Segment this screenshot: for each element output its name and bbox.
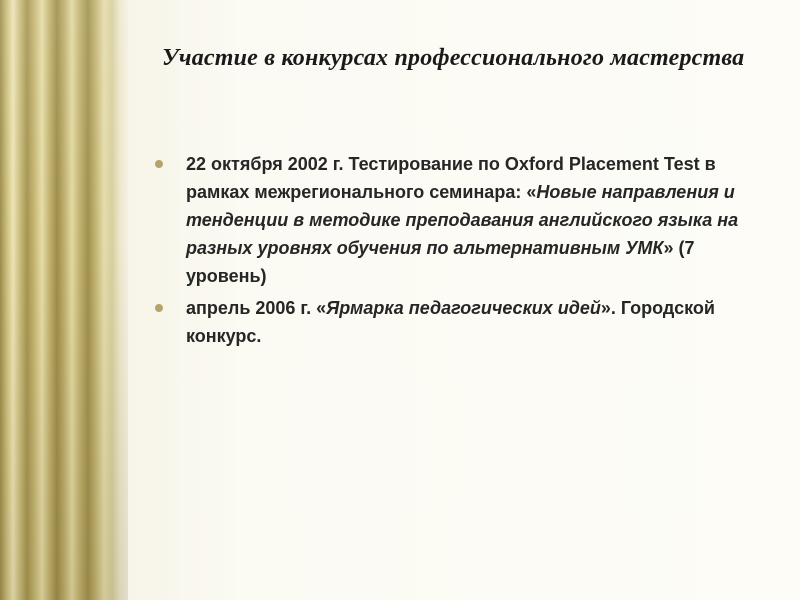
bullet-dot-icon	[155, 304, 163, 312]
list-item	[150, 150, 750, 290]
curtain-shade	[0, 0, 128, 600]
bullet-dot-icon	[155, 160, 163, 168]
bullet-text-italic: Ярмарка педагогических идей	[326, 298, 601, 318]
list-item	[150, 294, 750, 350]
slide-title: Участие в конкурсах профессионального мастерства	[162, 45, 745, 71]
bullet-text: ». Городской конкурс.	[186, 298, 715, 346]
bullet-text: 22 октября 2002 г. Тестирование по Oxford Placement Test в рамках межрегионального семинара: «	[186, 154, 716, 202]
bullet-text: » (7 уровень)	[186, 238, 695, 286]
bullet-list	[150, 150, 750, 354]
bullet-text-italic: Новые направления и тенденции в методике преподавания английского языка на разных уровнях обучения по альтернативным УМК	[186, 182, 739, 258]
bullet-text: апрель 2006 г. «	[186, 298, 327, 318]
